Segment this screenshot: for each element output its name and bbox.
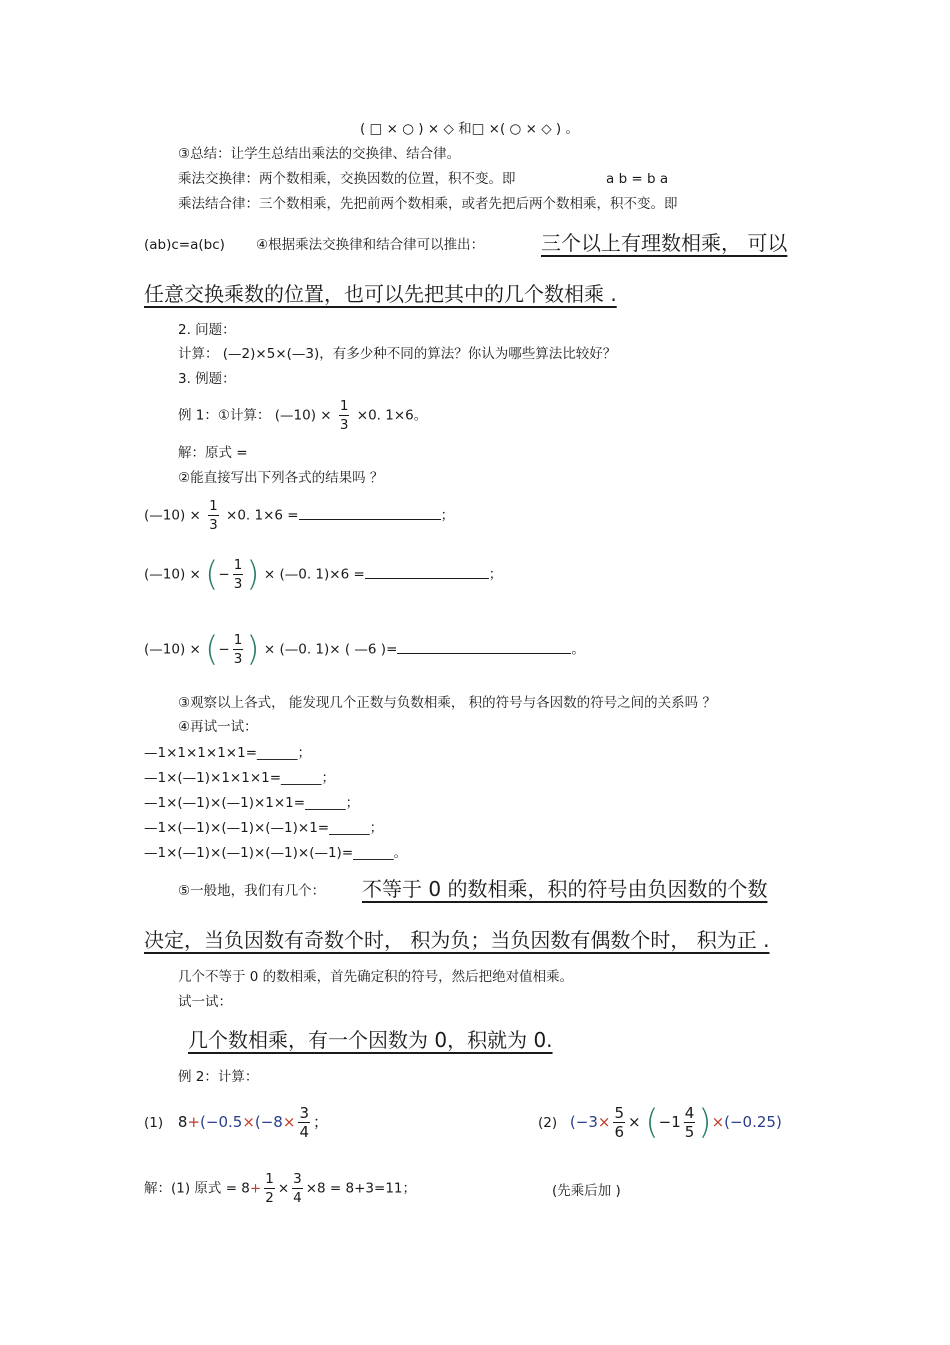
answer-blank[interactable] bbox=[365, 564, 489, 579]
example2-problem-2: (2) (−3× $\frac{5}{6}$ × (−1 $\frac{4}{5}$ )×(−0.25) bbox=[538, 1102, 782, 1143]
exercise-row-2: (—10) × (− $\frac{1}{3}$ ) × (—0. 1)×6 = ； bbox=[144, 554, 503, 595]
associative-law: 乘法结合律：三个数相乘，先把前两个数相乘，或者先把后两个数相乘，积不变。即 bbox=[178, 196, 678, 212]
try-label: 试一试： bbox=[178, 994, 232, 1010]
left-paren: ( bbox=[205, 629, 219, 670]
try-row: —1×(—1)×(—1)×1×1=______； bbox=[144, 795, 360, 811]
exercise-row-1: (—10) × $\frac{1}{3}$ ×0. 1×6 = ； bbox=[144, 498, 455, 533]
solution-placeholder: 解：原式 = bbox=[178, 445, 248, 461]
deduce-conclusion-line-1: 三个以上有理数相乘， 可以 bbox=[541, 231, 788, 255]
direct-result-question: ②能直接写出下列各式的结果吗 ？ bbox=[178, 470, 384, 486]
associative-formula: (ab)c=a(bc) bbox=[144, 237, 225, 253]
right-paren: ) bbox=[246, 554, 260, 595]
right-paren: ) bbox=[246, 629, 260, 670]
example2-heading: 例 2：计算： bbox=[178, 1069, 259, 1085]
answer-blank[interactable] bbox=[299, 505, 441, 520]
example1-prefix: 例 1：①计算： (—10) × bbox=[178, 407, 332, 424]
three-quarters-fraction: $\frac{3}{4}$ bbox=[299, 1104, 309, 1141]
general-rule-line-1: 不等于 0 的数相乘，积的符号由负因数的个数 bbox=[362, 877, 768, 901]
try-row: —1×1×1×1×1=______； bbox=[144, 745, 312, 761]
general-intro: ⑤一般地，我们有几个： bbox=[178, 883, 326, 899]
deduce-intro: ④根据乘法交换律和结合律可以推出： bbox=[256, 237, 485, 253]
zero-rule: 几个数相乘，有一个因数为 0，积就为 0. bbox=[188, 1028, 553, 1052]
problem-text: 计算： (—2)×5×(—3)，有多少种不同的算法？你认为哪些算法比较好？ bbox=[178, 346, 617, 362]
example2-problem-1: (1) 8+(−0.5×(−8× $\frac{3}{4}$ ； bbox=[144, 1104, 328, 1141]
answer-blank[interactable] bbox=[397, 639, 571, 654]
summary-intro: ③总结：让学生总结出乘法的交换律、结合律。 bbox=[178, 146, 461, 162]
general-rule-line-2: 决定，当负因数有奇数个时， 积为负；当负因数有偶数个时， 积为正 . bbox=[144, 928, 770, 952]
problem-heading: 2. 问题： bbox=[178, 322, 236, 338]
deduce-conclusion-line-2: 任意交换乘数的位置，也可以先把其中的几个数相乘 . bbox=[144, 282, 617, 306]
example1-suffix: ×0. 1×6。 bbox=[356, 407, 428, 424]
try-row: —1×(—1)×1×1×1=______； bbox=[144, 770, 336, 786]
try-row: —1×(—1)×(—1)×(—1)×(—1)=______。 bbox=[144, 845, 408, 861]
one-third-fraction: $\frac{1}{3}$ bbox=[339, 398, 349, 433]
example-heading: 3. 例题： bbox=[178, 371, 236, 387]
left-paren: ( bbox=[205, 554, 219, 595]
exercise-row-3: (—10) × (− $\frac{1}{3}$ ) × (—0. 1)× ( —6 )= 。 bbox=[144, 629, 585, 670]
symbols-line: ( □ × ○ ) × ◇ 和□ ×( ○ × ◇ ) 。 bbox=[360, 121, 579, 137]
try-row: —1×(—1)×(—1)×(—1)×1=______； bbox=[144, 820, 384, 836]
solution-note: (先乘后加 ) bbox=[552, 1183, 621, 1199]
observe-question: ③观察以上各式， 能发现几个正数与负数相乘， 积的符号与各因数的符号之间的关系吗 ？ bbox=[178, 695, 716, 711]
try-again: ④再试一试： bbox=[178, 719, 258, 735]
example2-solution: 解：(1) 原式 = 8+ $\frac{1}{2}$ × $\frac{3}{4}$ ×8 = 8+3=11； bbox=[144, 1171, 416, 1206]
commutative-law: 乘法交换律：两个数相乘，交换因数的位置，积不变。即 bbox=[178, 171, 516, 187]
example1-expression bbox=[178, 397, 427, 434]
rule-text: 几个不等于 0 的数相乘，首先确定积的符号，然后把绝对值相乘。 bbox=[178, 969, 574, 985]
commutative-formula: a b = b a bbox=[606, 171, 669, 187]
